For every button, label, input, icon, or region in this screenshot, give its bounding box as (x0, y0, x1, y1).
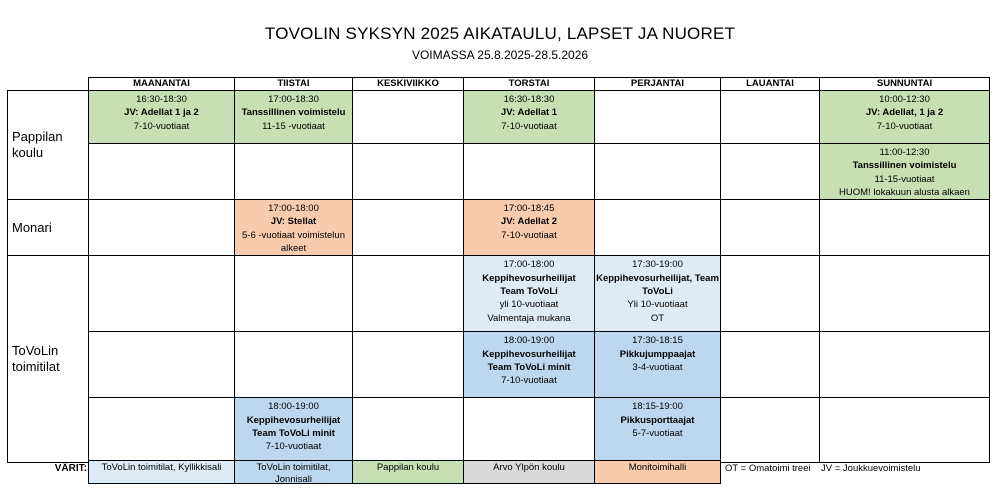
slot-note: HUOM! lokakuun alusta alkaen (839, 186, 970, 198)
legend-text: Monitoimihalli (628, 462, 687, 473)
day-header-thursday: TORSTAI (464, 78, 595, 91)
slot-note: Yli 10-vuotiaat (627, 299, 688, 311)
legend-jonnisali (234, 460, 353, 484)
slot-note: 7-10-vuotiaat (133, 120, 190, 132)
corner-cell (8, 78, 89, 91)
location-tovolin-toimitilat: ToVoLin toimitilat (8, 256, 89, 463)
schedule-row (8, 91, 990, 144)
legend-text: Arvo Ylpön koulu (493, 462, 565, 473)
slot-friday-tovoli-1 (595, 256, 721, 332)
slot-empty (820, 332, 990, 398)
slot-empty (595, 200, 721, 256)
slot-friday-tovoli-3 (595, 398, 721, 463)
slot-empty (721, 91, 820, 144)
slot-empty (721, 256, 820, 332)
day-header-tuesday: TIISTAI (235, 78, 353, 91)
slot-time: 17:00-18:30 (268, 94, 319, 105)
slot-empty (89, 256, 235, 332)
schedule-table (7, 77, 990, 463)
slot-time: 17:30-19:00 (632, 259, 683, 271)
slot-empty (89, 332, 235, 398)
legend-text: ToVoLin toimitilat, Kyllikkisali (101, 462, 222, 473)
slot-time: 17:30-18:15 (632, 335, 683, 347)
slot-thursday-monari (464, 200, 595, 256)
slot-sunday-pappila-2 (820, 144, 990, 200)
slot-note: 11-15 -vuotiaat (262, 120, 325, 132)
slot-monday-pappila (89, 91, 235, 144)
slot-time: 16:30-18:30 (136, 94, 187, 105)
legend-text: ToVoLin toimitilat, (256, 462, 331, 473)
slot-group: Tanssillinen voimistelu (241, 107, 346, 119)
slot-note: 7-10-vuotiaat (501, 375, 557, 387)
slot-note: 5-6 -vuotiaat voimistelun (242, 229, 345, 241)
slot-group: Keppihevosurheilijat (482, 272, 576, 284)
legend-note-jv: JV = Joukkuevoimistelu (821, 463, 921, 474)
legend-arvo-ylpon-koulu (463, 460, 595, 484)
day-header-monday: MAANANTAI (89, 78, 235, 91)
slot-time: 18:00-19:00 (268, 401, 319, 413)
slot-group: JV: Adellat 1 (500, 107, 558, 119)
legend-kyllikkisali (88, 460, 235, 484)
slot-group: JV: Adellat 2 (500, 216, 558, 228)
slot-note: 7-10-vuotiaat (501, 120, 557, 132)
slot-empty (595, 144, 721, 200)
slot-note: 3-4-vuotiaat (632, 361, 683, 373)
slot-time: 10:00-12:30 (879, 94, 930, 105)
schedule-row (8, 256, 990, 332)
schedule-row (8, 398, 990, 463)
slot-friday-tovoli-2 (595, 332, 721, 398)
location-monari: Monari (8, 200, 89, 256)
slot-empty (353, 398, 464, 463)
slot-group: JV: Stellat (270, 216, 317, 228)
slot-time: 17:00-18:00 (503, 259, 555, 271)
slot-group: Pikkujumppaajat (619, 348, 696, 360)
legend-label: VÄRIT: (54, 463, 87, 474)
slot-note: yli 10-vuotiaat (499, 299, 559, 311)
slot-empty (464, 398, 595, 463)
slot-empty (595, 91, 721, 144)
day-header-wednesday: KESKIVIIKKO (353, 78, 464, 91)
slot-group: Tanssillinen voimistelu (852, 160, 957, 172)
page-title: TOVOLIN SYKSYN 2025 AIKATAULU, LAPSET JA NUORET (264, 24, 736, 43)
slot-time: 17:00-18:45 (503, 203, 555, 215)
slot-empty (235, 332, 353, 398)
schedule-row (8, 144, 990, 200)
slot-empty (89, 144, 235, 200)
slot-thursday-tovoli-2 (464, 332, 595, 398)
day-header-friday: PERJANTAI (595, 78, 721, 91)
schedule-row (8, 332, 990, 398)
slot-group: Pikkusporttaajat (620, 414, 695, 426)
slot-empty (820, 398, 990, 463)
slot-empty (235, 144, 353, 200)
slot-empty (353, 200, 464, 256)
slot-thursday-pappila (464, 91, 595, 144)
slot-group: Team ToVoLi (500, 285, 558, 297)
slot-group: JV: Adellat, 1 ja 2 (865, 107, 944, 119)
slot-time: 11:00-12:30 (879, 147, 930, 158)
slot-empty (820, 256, 990, 332)
slot-empty (721, 144, 820, 200)
slot-empty (721, 200, 820, 256)
slot-empty (89, 398, 235, 463)
slot-note: alkeet (280, 243, 307, 255)
slot-sunday-pappila (820, 91, 990, 144)
slot-note: 7-10-vuotiaat (265, 441, 322, 453)
slot-tuesday-monari (235, 200, 353, 256)
slot-tuesday-pappila (235, 91, 353, 144)
slot-empty (353, 144, 464, 200)
slot-time: 17:00-18:00 (268, 203, 319, 215)
slot-group: Team ToVoLi minit (252, 427, 335, 439)
legend-note-ot: OT = Omatoimi treei (725, 463, 811, 474)
slot-group: ToVoLi (642, 285, 673, 297)
legend-text: Jonnisali (275, 474, 312, 485)
day-header-saturday: LAUANTAI (721, 78, 820, 91)
slot-time: 16:30-18:30 (503, 94, 555, 105)
page-subtitle: VOIMASSA 25.8.2025-28.5.2026 (411, 48, 589, 62)
slot-empty (820, 200, 990, 256)
slot-empty (89, 200, 235, 256)
legend-pappilan-koulu (352, 460, 464, 484)
slot-note: 7-10-vuotiaat (501, 229, 557, 241)
slot-group: Team ToVoLi minit (487, 361, 571, 373)
legend-text: Pappilan koulu (376, 462, 440, 473)
slot-group: Keppihevosurheilijat (482, 348, 576, 360)
slot-empty (353, 332, 464, 398)
slot-tuesday-tovoli-3 (235, 398, 353, 463)
slot-note: 5-7-vuotiaat (632, 427, 683, 439)
slot-empty (235, 256, 353, 332)
schedule-row (8, 200, 990, 256)
slot-group: Keppihevosurheilijat, Team (596, 272, 719, 284)
slot-empty (464, 144, 595, 200)
slot-empty (353, 91, 464, 144)
slot-group: Keppihevosurheilijat (246, 414, 341, 426)
slot-thursday-tovoli-1 (464, 256, 595, 332)
slot-empty (353, 256, 464, 332)
slot-note: 11-15-vuotiaat (874, 173, 935, 185)
slot-note: Valmentaja mukana (487, 312, 571, 324)
slot-time: 18:15-19:00 (632, 401, 683, 413)
slot-empty (721, 332, 820, 398)
location-pappilan-koulu: Pappilan koulu (8, 91, 89, 200)
slot-group: JV: Adellat 1 ja 2 (124, 107, 199, 119)
slot-note: OT (650, 312, 665, 324)
slot-note: 7-10-vuotiaat (876, 120, 933, 132)
day-header-sunday: SUNNUNTAI (820, 78, 990, 91)
legend-monitoimihalli (594, 460, 721, 484)
slot-empty (721, 398, 820, 463)
slot-time: 18:00-19:00 (503, 335, 555, 347)
header-row (8, 78, 990, 91)
